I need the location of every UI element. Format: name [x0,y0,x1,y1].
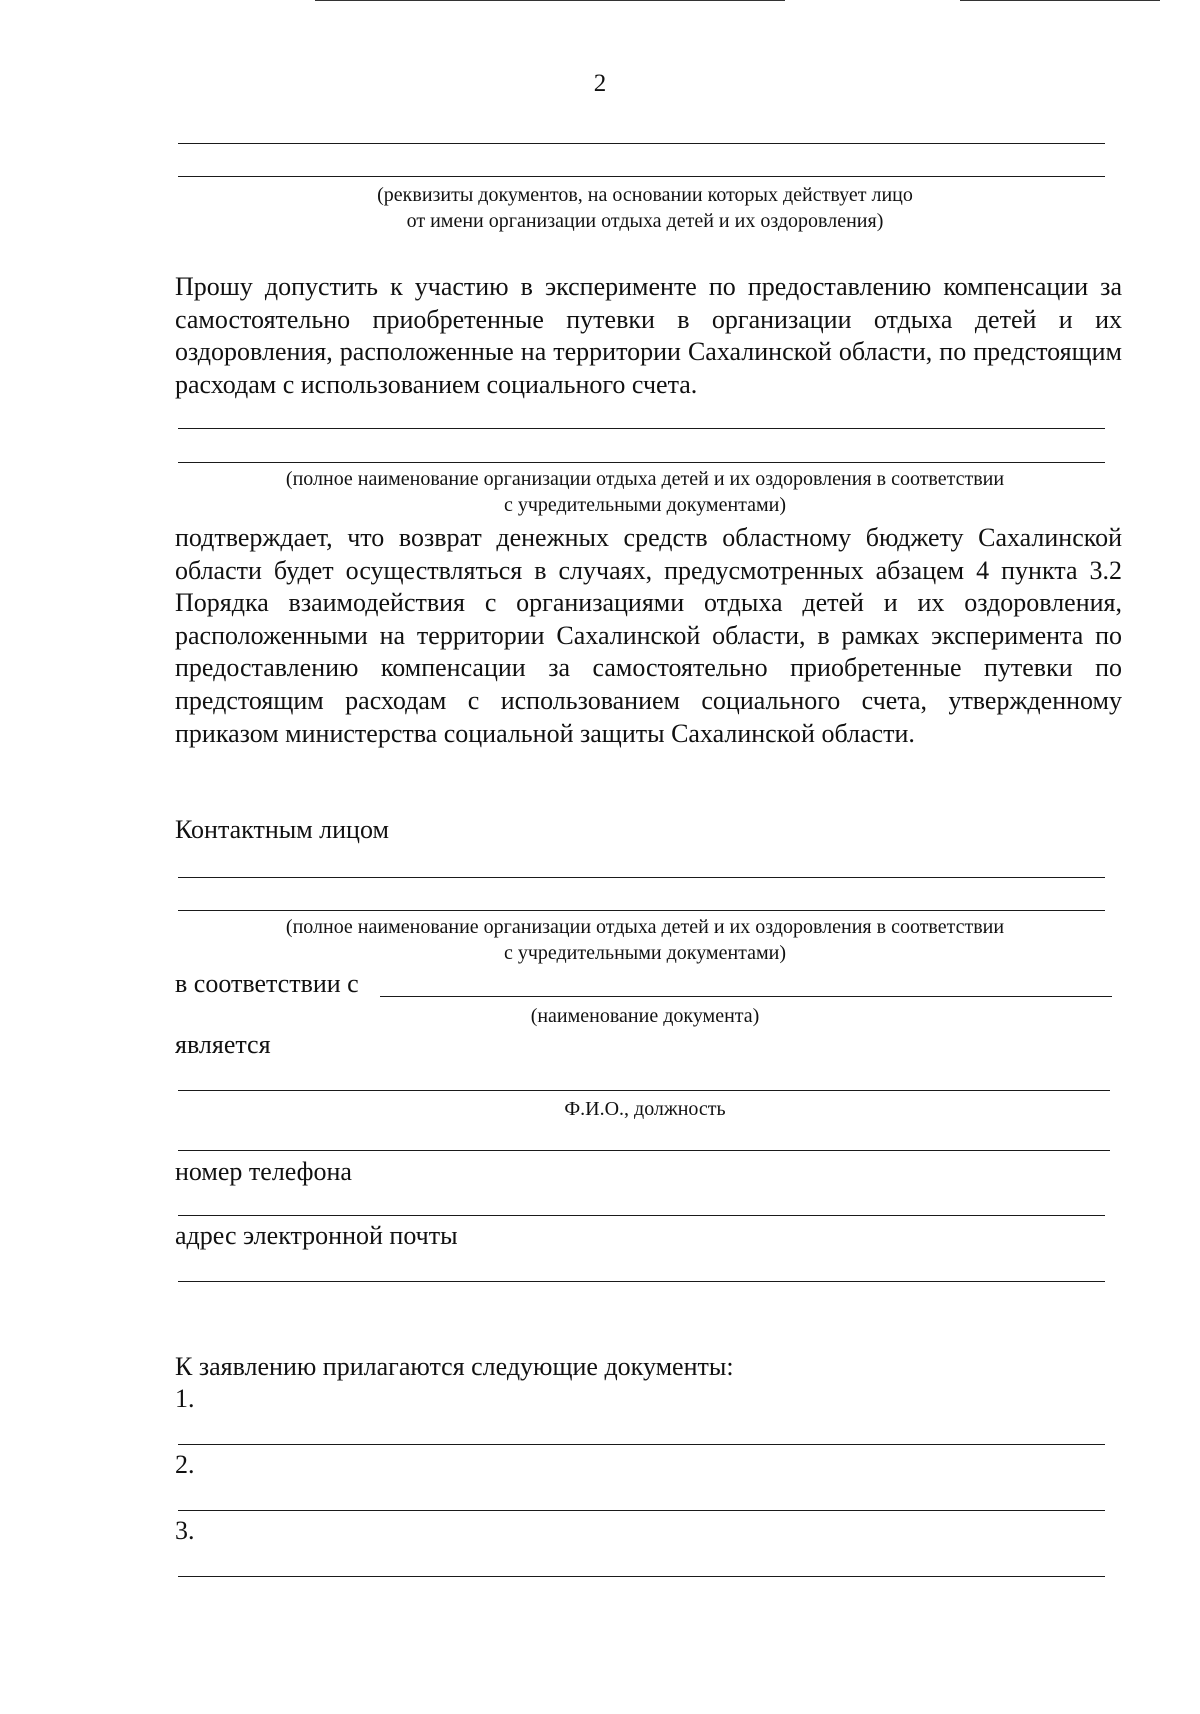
fill-line-contact-2 [178,910,1105,911]
attachment-item-number: 2. [175,1450,195,1479]
caption-line: (реквизиты документов, на основании которых действует лицо [377,184,913,206]
page-number: 2 [593,70,607,97]
caption-org-name [170,914,1120,966]
is-label: является [175,1030,271,1059]
caption-line: (полное наименование организации отдыха детей и их оздоровления в соответствии [285,916,1005,938]
fill-line-requisites-1 [178,143,1105,144]
caption-document-name: (наименование документа) [530,1005,760,1027]
phone-label: номер телефона [175,1157,352,1186]
fill-line-fio-2 [178,1150,1110,1151]
caption-requisites [170,182,1120,234]
attachments-heading: К заявлению прилагаются следующие документы: [175,1352,734,1381]
attachment-item-number: 1. [175,1384,195,1413]
fill-line-email [178,1281,1105,1282]
scan-edge-line [960,0,1160,1]
fill-line-phone [178,1215,1105,1216]
confirm-paragraph: подтверждает, что возврат денежных средств областному бюджету Сахалинской области будет осуществляться в случаях, предусмотренных абзацем 4 пункта 3.2 Порядка взаимодействия с организациями отдыха детей и их оздоровления, расположенными на территории Сахалинской области, в рамках эксперимента по предоставлению компенсации за самостоятельно приобретенные путевки по предстоящим расходам с использованием социального счета, утвержденному приказом министерства социальной защиты Сахалинской области. [175,523,1122,748]
fill-line-requisites-2 [178,176,1105,177]
fill-line-org-name-2 [178,462,1105,463]
caption-org-name [170,466,1120,518]
email-label: адрес электронной почты [175,1221,458,1250]
fill-line-fio [178,1090,1110,1091]
caption-line: с учредительными документами) [503,494,787,516]
caption-line: с учредительными документами) [503,942,787,964]
in-accordance-label: в соответствии с [175,969,359,998]
scan-edge-line [315,0,785,1]
fill-line-contact-1 [178,877,1105,878]
fill-line-org-name-1 [178,428,1105,429]
caption-fio: Ф.И.О., должность [564,1098,726,1120]
fill-line-attachment-2 [178,1510,1105,1511]
request-paragraph: Прошу допустить к участию в эксперименте по предоставлению компенсации за самостоятельно приобретенные путевки в организации отдыха детей и их оздоровления, расположенные на территории Сахалинской области, по предстоящим расходам с использованием социального счета. [175,272,1122,399]
caption-line: (полное наименование организации отдыха детей и их оздоровления в соответствии [285,468,1005,490]
fill-line-attachment-1 [178,1444,1105,1445]
contact-label: Контактным лицом [175,815,389,844]
fill-line-attachment-3 [178,1576,1105,1577]
attachment-item-number: 3. [175,1516,195,1545]
fill-line-document-name [380,996,1112,997]
caption-line: от имени организации отдыха детей и их оздоровления) [406,210,884,232]
